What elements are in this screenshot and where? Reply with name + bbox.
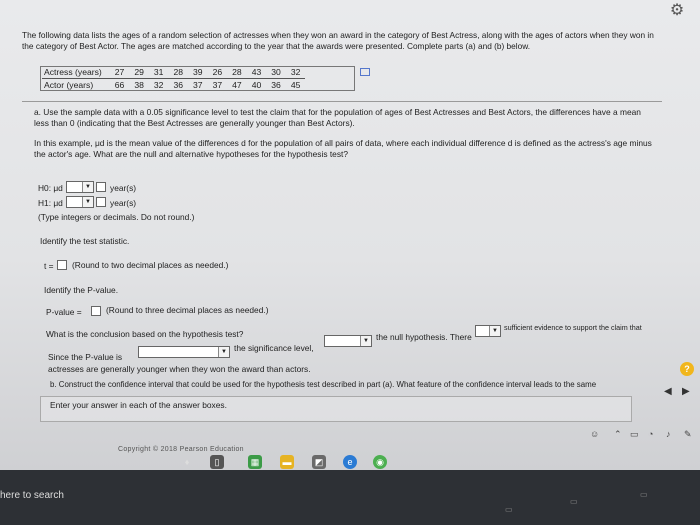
p-label: P-value = (46, 307, 82, 317)
chevron-down-icon: ▼ (82, 182, 93, 192)
h1-value-input[interactable] (96, 197, 106, 207)
identify-p: Identify the P-value. (44, 285, 119, 295)
since-text: Since the P-value is (48, 352, 123, 362)
table-cell: 45 (290, 80, 301, 90)
table-cell: 36 (271, 80, 281, 90)
p-value-input[interactable] (91, 306, 101, 316)
table-row (42, 66, 305, 79)
table-cell: 38 (134, 80, 144, 90)
row-label: Actress (years) (42, 66, 110, 79)
chevron-up-icon[interactable]: ⌃ (614, 429, 622, 439)
null-hyp-text: the null hypothesis. There (376, 332, 472, 342)
chevron-down-icon: ▼ (489, 326, 500, 336)
h0-label: H0: μd (38, 183, 63, 193)
decision-select[interactable] (324, 335, 372, 347)
taskbar (0, 470, 700, 525)
t-stat-input[interactable] (57, 260, 67, 270)
h1-operator-select[interactable] (66, 196, 94, 208)
h1-label: H1: μd (38, 198, 63, 208)
h0-operator-select[interactable] (66, 181, 94, 193)
task-view-icon[interactable]: ▯ (210, 455, 224, 469)
t-note: (Round to two decimal places as needed.) (72, 260, 229, 270)
part-a-prompt: a. Use the sample data with a 0.05 significance level to test the claim that for the population of ages of Best Actresses and Best Actors, the differences have a mean less than 0 (indicating that the Best Actresses are generally younger than Best Actors). (34, 107, 641, 128)
table-cell: 37 (212, 80, 223, 90)
table-cell: 28 (168, 66, 188, 79)
table-row (42, 79, 305, 92)
table-cell: 31 (149, 66, 169, 79)
problem-intro: The following data lists the ages of a random selection of actresses when they won an award in the category of Best Actress, along with the ages of actors when they won in the category of Best Actor. The ages are matched according to the year that the awards were presented. Complete parts (a) and (b) below. (22, 30, 654, 51)
table-cell: 66 (114, 80, 125, 90)
table-cell: 39 (188, 66, 208, 79)
part-b-prompt: b. Construct the confidence interval that could be used for the hypothesis test described in part (a). What feature of the confidence interval leads to the same (50, 380, 597, 389)
volume-icon[interactable]: ♪ (666, 429, 671, 439)
answer-note: Enter your answer in each of the answer boxes. (50, 400, 227, 410)
chevron-down-icon: ▼ (360, 336, 371, 346)
sufficient-text: sufficient evidence to support the claim that (504, 323, 642, 332)
table-cell: 27 (110, 66, 130, 79)
table-cell: 47 (232, 80, 242, 90)
table-cell: 32 (286, 66, 306, 79)
battery-icon: ▭ (630, 429, 639, 439)
row-label: Actor (years) (44, 80, 94, 90)
type-note: (Type integers or decimals. Do not round.) (38, 212, 195, 222)
example-text: In this example, μd is the mean value of the differences d for the population of all pairs of data, where each individual difference d is defined as the actress's age minus the actor's age. What are the null and alternative hypotheses for the hypothesis test? (34, 138, 652, 159)
data-table (42, 66, 305, 91)
chevron-down-icon: ▼ (82, 197, 93, 207)
table-cell: 32 (153, 80, 164, 90)
edge-icon[interactable]: e (343, 455, 357, 469)
divider (22, 101, 662, 102)
pvalue-compare-select[interactable] (138, 346, 230, 358)
keyboard-key: ▭ (505, 505, 513, 514)
prev-arrow-icon[interactable]: ◀ (664, 386, 672, 397)
t-label: t = (44, 261, 54, 271)
copy-data-icon[interactable] (360, 68, 370, 76)
gear-icon[interactable]: ⚙ (669, 2, 685, 19)
mic-icon[interactable]: ♦ (184, 457, 190, 467)
table-cell: 26 (208, 66, 228, 79)
h0-unit: year(s) (110, 183, 137, 193)
p-note: (Round to three decimal places as needed.) (106, 305, 269, 315)
help-button[interactable]: ? (680, 362, 694, 376)
h0-value-input[interactable] (96, 182, 106, 192)
identify-stat: Identify the test statistic. (40, 236, 130, 246)
table-cell: 37 (193, 80, 203, 90)
keyboard-key: ▭ (640, 490, 648, 499)
wifi-icon[interactable]: ◔ (648, 429, 654, 439)
store-icon[interactable]: ▦ (248, 455, 262, 469)
table-cell: 30 (266, 66, 286, 79)
table-cell: 43 (247, 66, 267, 79)
pen-icon[interactable]: ✎ (684, 429, 692, 439)
chrome-icon[interactable]: ◉ (373, 455, 387, 469)
h1-unit: year(s) (110, 198, 137, 208)
conclusion-question: What is the conclusion based on the hypothesis test? (46, 329, 244, 339)
table-cell: 40 (251, 80, 262, 90)
people-icon[interactable]: ☺ (590, 429, 600, 439)
table-cell: 28 (227, 66, 247, 79)
table-cell: 29 (129, 66, 149, 79)
table-cell: 36 (173, 80, 184, 90)
taskbar-search[interactable]: here to search (0, 490, 64, 501)
copyright-text: Copyright © 2018 Pearson Education (118, 446, 244, 453)
sig-level-text: the significance level, (234, 343, 314, 353)
chevron-down-icon: ▼ (218, 347, 229, 357)
app-icon[interactable]: ◩ (312, 455, 326, 469)
keyboard-key: ▭ (570, 497, 578, 506)
evidence-select[interactable] (475, 325, 501, 337)
folder-icon[interactable]: ▬ (280, 455, 294, 469)
next-arrow-icon[interactable]: ▶ (682, 386, 690, 397)
claim-tail: actresses are generally younger when they won the award than actors. (48, 364, 311, 374)
